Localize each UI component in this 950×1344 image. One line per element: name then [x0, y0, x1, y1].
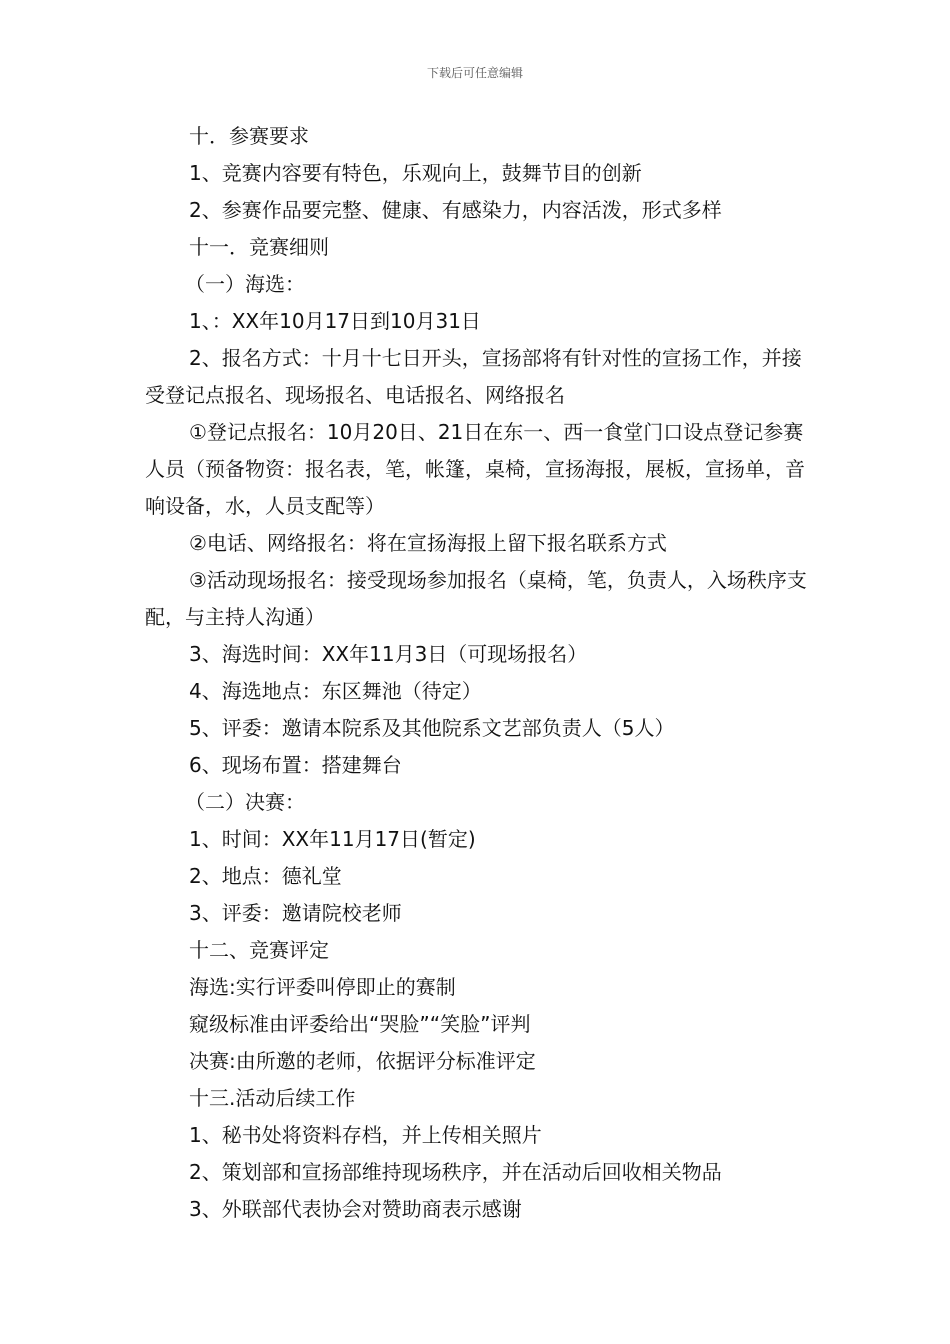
paragraph: 窥级标准由评委给出“哭脸”“笑脸”评判 [189, 1012, 531, 1036]
paragraph: 海选:实行评委叫停即止的赛制 [189, 975, 456, 999]
section-heading: 十三.活动后续工作 [189, 1086, 356, 1110]
paragraph: 2、报名方式：十月十七日开头，宣扬部将有针对性的宣扬工作，并接受登记点报名、现场报名、电话报名、网络报名 [145, 346, 802, 407]
paragraph: 决赛:由所邀的老师，依据评分标准评定 [189, 1049, 536, 1073]
paragraph: 3、外联部代表协会对赞助商表示感谢 [189, 1197, 522, 1221]
paragraph: ②电话、网络报名：将在宣扬海报上留下报名联系方式 [189, 531, 667, 555]
paragraph: ①登记点报名：10月20日、21日在东一、西一食堂门口设点登记参赛人员（预备物资：报名表，笔，帐篷，桌椅，宣扬海报，展板，宣扬单，音响设备，水，人员支配等） [145, 420, 805, 518]
paragraph: 3、海选时间：XX年11月3日（可现场报名） [189, 642, 588, 666]
paragraph: 2、策划部和宣扬部维持现场秩序，并在活动后回收相关物品 [189, 1160, 722, 1184]
section-heading: 十二、竞赛评定 [189, 938, 329, 962]
paragraph: 3、评委：邀请院校老师 [189, 901, 402, 925]
paragraph: 2、地点：德礼堂 [189, 864, 342, 888]
paragraph: 1、时间：XX年11月17日(暂定) [189, 827, 476, 851]
paragraph: 6、现场布置：搭建舞台 [189, 753, 402, 777]
paragraph: 1、：XX年10月17日到10月31日 [189, 309, 481, 333]
paragraph: 5、评委：邀请本院系及其他院系文艺部负责人（5人） [189, 716, 675, 740]
paragraph: 2、参赛作品要完整、健康、有感染力，内容活泼，形式多样 [189, 198, 722, 222]
paragraph: 1、竞赛内容要有特色，乐观向上，鼓舞节目的创新 [189, 161, 642, 185]
paragraph: 1、秘书处将资料存档，并上传相关照片 [189, 1123, 542, 1147]
subsection-heading: （一）海选： [185, 272, 305, 296]
document-body [145, 118, 815, 1228]
subsection-heading: （二）决赛： [185, 790, 305, 814]
paragraph: ③活动现场报名：接受现场参加报名（桌椅，笔，负责人，入场秩序支配，与主持人沟通） [145, 568, 807, 629]
section-heading: 十一．竞赛细则 [189, 235, 329, 259]
paragraph: 4、海选地点：东区舞池（待定） [189, 679, 482, 703]
page-header: 下载后可任意编辑 [426, 66, 523, 80]
section-heading: 十．参赛要求 [189, 124, 309, 148]
